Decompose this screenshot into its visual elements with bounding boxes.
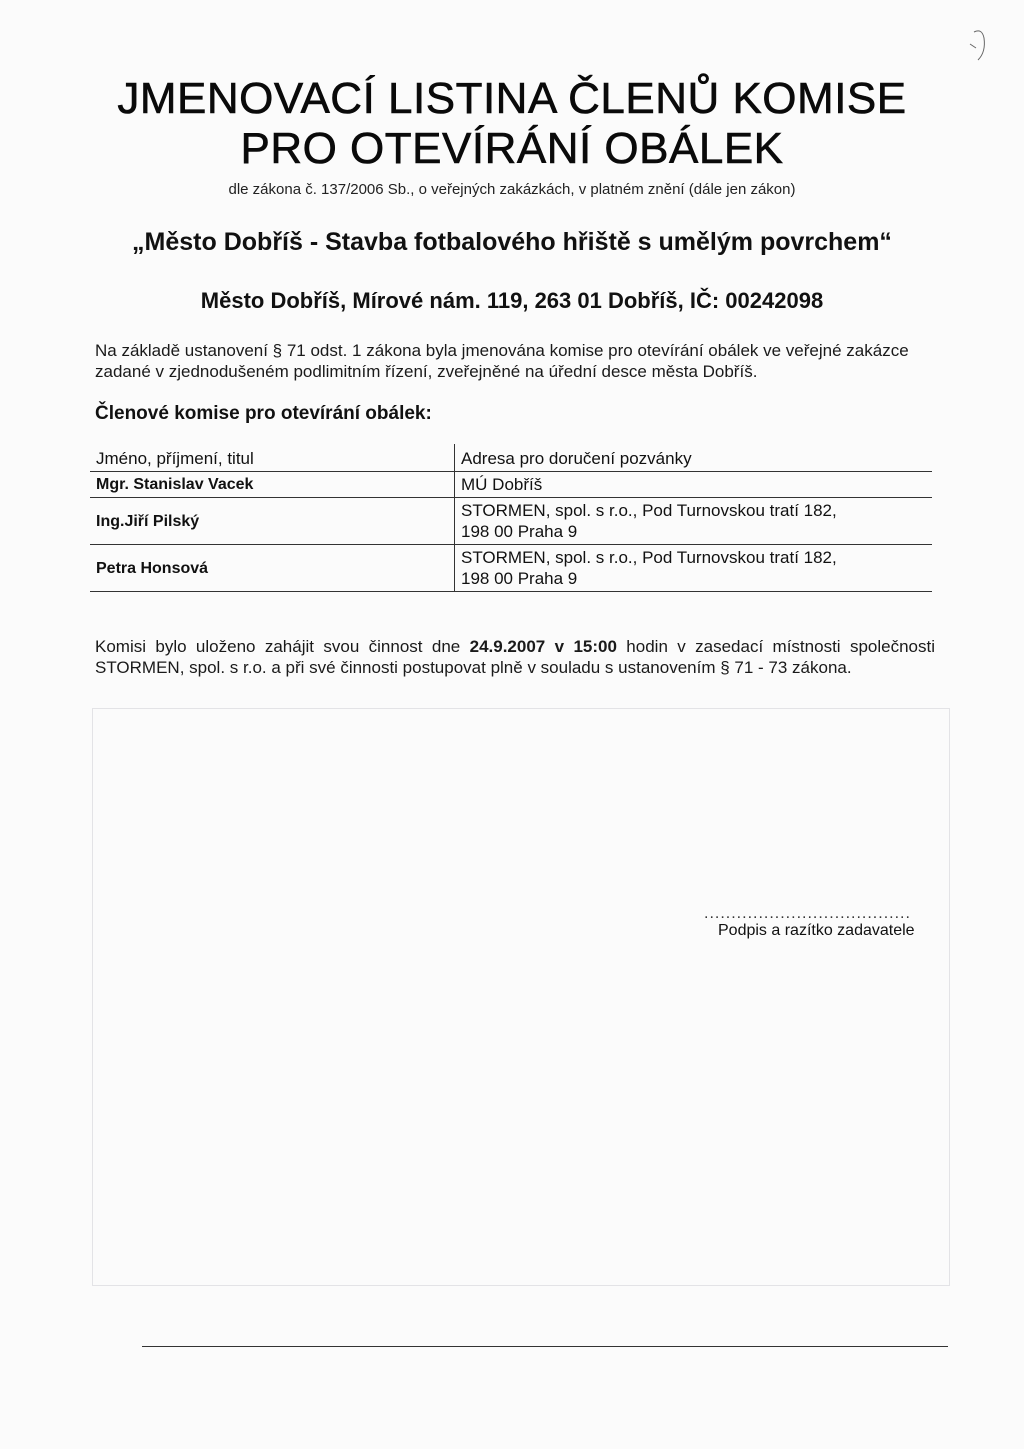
member-address-line2: 198 00 Praha 9 (461, 569, 578, 588)
signature-label: Podpis a razítko zadavatele (718, 922, 915, 939)
member-name: Petra Honsová (90, 545, 455, 592)
decision-text-2: v (545, 637, 574, 656)
decision-date: 24.9.2007 (469, 637, 546, 656)
member-address-line1: STORMEN, spol. s r.o., Pod Turnovskou tratí 182, (461, 548, 837, 567)
document-title-line1: JMENOVACÍ LISTINA ČLENŮ KOMISE (117, 74, 907, 123)
intro-paragraph: Na základě ustanovení § 71 odst. 1 zákona byla jmenována komise pro otevírání obálek ve veřejné zakázce zadané v zjednodušeném podlimitním řízení, zveřejněné na úřední desce města Dobříš. (95, 341, 909, 381)
decision-time: 15:00 (573, 637, 617, 656)
document-title-line2: PRO OTEVÍRÁNÍ OBÁLEK (240, 124, 784, 173)
header-address: Adresa pro doručení pozvánky (455, 444, 933, 472)
header-name: Jméno, příjmení, titul (90, 444, 455, 472)
bleed-through-table-shadow (92, 708, 950, 1286)
handwritten-corner-mark (968, 24, 988, 64)
table-row (90, 472, 932, 498)
members-table-header (90, 444, 932, 472)
decision-paragraph (95, 636, 935, 678)
contracting-authority: Město Dobříš, Mírové nám. 119, 263 01 Dobříš, IČ: 00242098 (200, 288, 824, 313)
member-address-line2: 198 00 Praha 9 (461, 522, 578, 541)
project-name: „Město Dobříš - Stavba fotbalového hřiště s umělým povrchem“ (132, 228, 892, 256)
members-heading: Členové komise pro otevírání obálek: (95, 403, 432, 424)
members-table (90, 444, 932, 592)
table-row (90, 498, 932, 545)
decision-text-3: hodin v zasedací místnosti společnosti STORMEN, spol. s r.o. a při své činnosti postupovat plně v souladu s ustanovením § 71 - 73 zákona. (95, 637, 935, 677)
member-name: Ing.Jiří Pilský (90, 498, 455, 545)
bottom-divider (142, 1346, 948, 1347)
member-address (455, 545, 933, 592)
law-reference: dle zákona č. 137/2006 Sb., o veřejných zakázkách, v platném znění (dále jen zákon) (228, 181, 796, 198)
member-address (455, 472, 933, 498)
decision-text-1: Komisi bylo uloženo zahájit svou činnost dne (95, 637, 470, 656)
member-address (455, 498, 933, 545)
signature-line: ...................................... (704, 905, 911, 922)
member-name: Mgr. Stanislav Vacek (90, 472, 455, 498)
member-address-line1: MÚ Dobříš (461, 475, 543, 494)
member-address-line1: STORMEN, spol. s r.o., Pod Turnovskou tratí 182, (461, 501, 837, 520)
table-row (90, 545, 932, 592)
